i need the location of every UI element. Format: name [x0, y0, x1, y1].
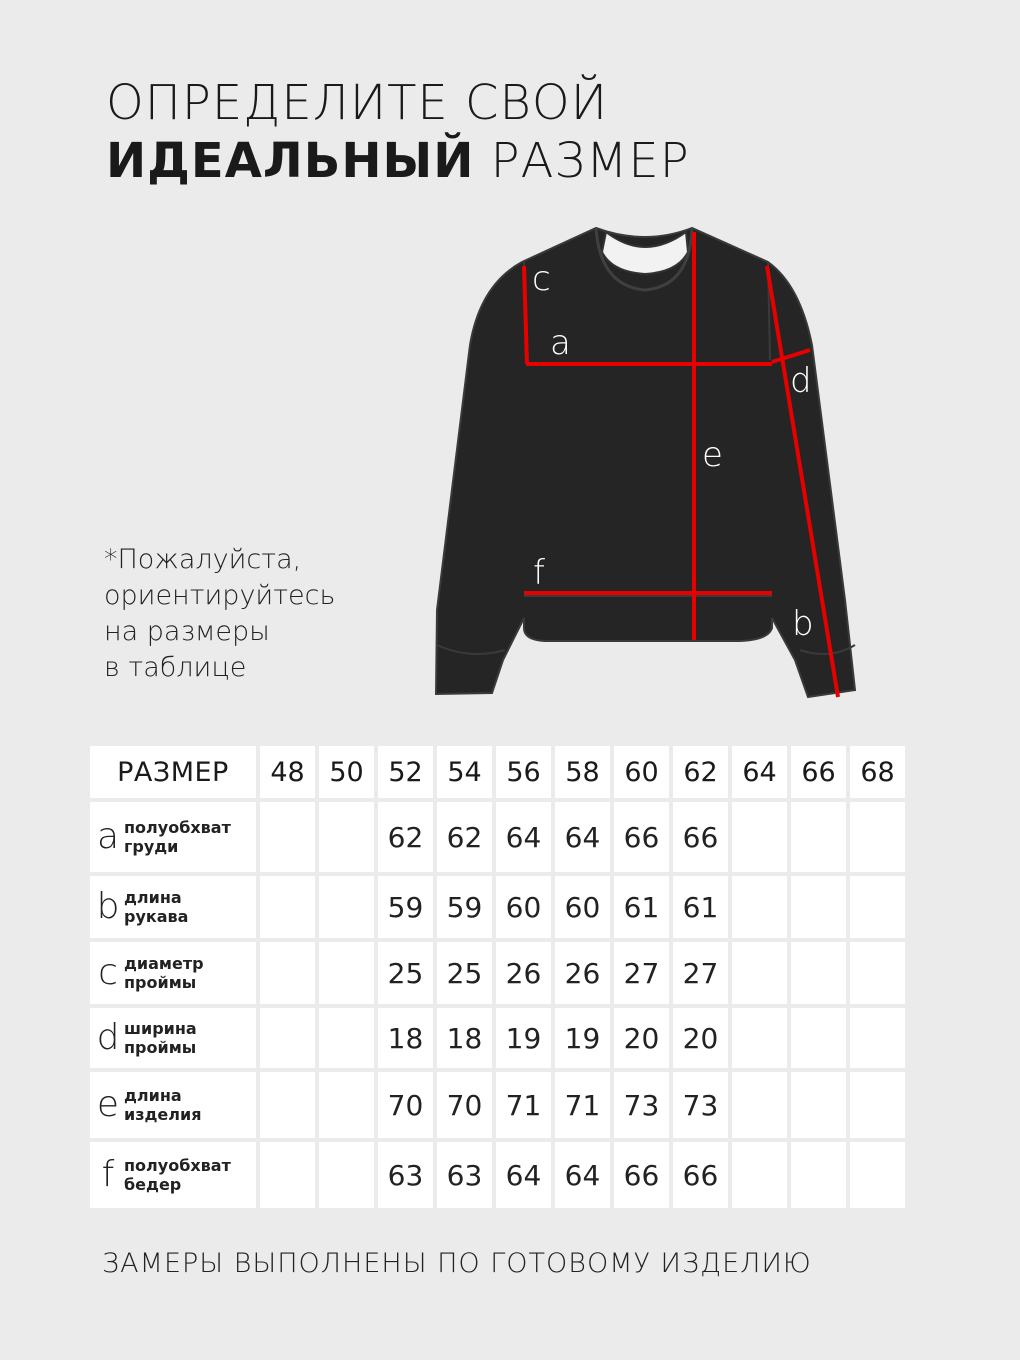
- size-header: 62: [673, 746, 728, 798]
- measure-description: [124, 818, 231, 856]
- size-note: [104, 542, 335, 686]
- page-title: [106, 74, 690, 190]
- table-cell: [732, 876, 787, 938]
- table-cell: 66: [614, 802, 669, 872]
- table-cell: 71: [555, 1072, 610, 1138]
- table-cell: 64: [496, 1142, 551, 1208]
- table-cell: 70: [378, 1072, 433, 1138]
- table-cell: [732, 1008, 787, 1068]
- table-header-row: [90, 746, 905, 798]
- table-cell: 62: [378, 802, 433, 872]
- measure-desc-line: длина: [124, 1086, 182, 1105]
- label-a: a: [550, 323, 571, 363]
- measure-label-cell: [90, 1008, 256, 1068]
- table-cell: [791, 1008, 846, 1068]
- table-cell: [319, 802, 374, 872]
- table-cell: 60: [496, 876, 551, 938]
- note-line: на размеры: [104, 616, 270, 647]
- table-cell: 27: [614, 942, 669, 1004]
- measure-desc-line: длина: [124, 888, 182, 907]
- title-line-2: [106, 132, 690, 190]
- measure-description: [124, 1019, 197, 1057]
- measure-description: [124, 954, 204, 992]
- table-cell: 70: [437, 1072, 492, 1138]
- table-cell: 20: [614, 1008, 669, 1068]
- title-rest-word: РАЗМЕР: [490, 133, 690, 189]
- measure-label: [94, 1019, 256, 1057]
- size-header: 64: [732, 746, 787, 798]
- title-line-1: ОПРЕДЕЛИТЕ СВОЙ: [106, 75, 608, 131]
- size-header: 66: [791, 746, 846, 798]
- table-cell: 64: [555, 802, 610, 872]
- table-cell: [319, 1142, 374, 1208]
- table-row: [90, 1142, 905, 1208]
- table-cell: 18: [437, 1008, 492, 1068]
- measure-desc-line: груди: [124, 837, 179, 856]
- measure-label-cell: [90, 876, 256, 938]
- table-cell: 27: [673, 942, 728, 1004]
- size-header: 68: [850, 746, 905, 798]
- label-f: f: [533, 553, 545, 593]
- table-cell: [850, 802, 905, 872]
- table-cell: [732, 942, 787, 1004]
- table-cell: 59: [437, 876, 492, 938]
- table-cell: 66: [673, 802, 728, 872]
- title-bold-word: ИДЕАЛЬНЫЙ: [106, 133, 475, 189]
- table-cell: 19: [555, 1008, 610, 1068]
- measure-desc-line: полуобхват: [124, 818, 231, 837]
- measure-desc-line: ширина: [124, 1019, 197, 1038]
- size-header: 60: [614, 746, 669, 798]
- measure-desc-line: изделия: [124, 1105, 202, 1124]
- table-cell: 73: [614, 1072, 669, 1138]
- label-d: d: [790, 361, 812, 401]
- table-cell: 59: [378, 876, 433, 938]
- label-c: c: [532, 259, 551, 299]
- table-cell: 19: [496, 1008, 551, 1068]
- measure-letter: a: [96, 816, 120, 857]
- sweater-diagram: [420, 220, 870, 710]
- size-table: [86, 742, 909, 1212]
- table-cell: [732, 1142, 787, 1208]
- table-cell: [791, 876, 846, 938]
- measure-label: [94, 818, 256, 856]
- table-cell: [260, 942, 315, 1004]
- table-body: [90, 802, 905, 1208]
- label-e: e: [702, 435, 723, 475]
- table-cell: 26: [496, 942, 551, 1004]
- table-cell: [319, 876, 374, 938]
- table-row: [90, 942, 905, 1004]
- measure-label-cell: [90, 1072, 256, 1138]
- measure-desc-line: проймы: [124, 973, 197, 992]
- table-row: [90, 1008, 905, 1068]
- table-cell: 71: [496, 1072, 551, 1138]
- measure-letter: c: [98, 952, 118, 993]
- table-cell: [260, 1072, 315, 1138]
- table-cell: 64: [496, 802, 551, 872]
- table-cell: [850, 1008, 905, 1068]
- table-cell: 26: [555, 942, 610, 1004]
- table-cell: [732, 1072, 787, 1138]
- table-cell: 66: [614, 1142, 669, 1208]
- measure-desc-line: проймы: [124, 1038, 197, 1057]
- table-cell: 63: [378, 1142, 433, 1208]
- table-cell: 66: [673, 1142, 728, 1208]
- measure-label-cell: [90, 802, 256, 872]
- size-header: 48: [260, 746, 315, 798]
- table-cell: 63: [437, 1142, 492, 1208]
- size-header: 54: [437, 746, 492, 798]
- note-line: *Пожалуйста,: [104, 544, 302, 575]
- size-header: 52: [378, 746, 433, 798]
- measure-description: [124, 888, 188, 926]
- measure-letter: e: [96, 1084, 120, 1125]
- table-cell: [850, 1072, 905, 1138]
- table-row: [90, 1072, 905, 1138]
- table-cell: [791, 1142, 846, 1208]
- table-cell: [260, 802, 315, 872]
- size-header: 56: [496, 746, 551, 798]
- size-column-header: РАЗМЕР: [90, 746, 256, 798]
- table-cell: [260, 876, 315, 938]
- table-cell: [791, 802, 846, 872]
- table-cell: [791, 1072, 846, 1138]
- measure-desc-line: диаметр: [124, 954, 204, 973]
- table-cell: [850, 876, 905, 938]
- size-header: 50: [319, 746, 374, 798]
- table-cell: [732, 802, 787, 872]
- measure-label-cell: [90, 942, 256, 1004]
- measure-label: [94, 888, 256, 926]
- footer-note: ЗАМЕРЫ ВЫПОЛНЕНЫ ПО ГОТОВОМУ ИЗДЕЛИЮ: [102, 1248, 812, 1279]
- table-row: [90, 802, 905, 872]
- table-cell: [319, 1008, 374, 1068]
- measure-label: [94, 1086, 256, 1124]
- table-cell: 18: [378, 1008, 433, 1068]
- table-cell: 25: [378, 942, 433, 1004]
- size-header: 58: [555, 746, 610, 798]
- table-cell: [260, 1008, 315, 1068]
- measure-desc-line: бедер: [124, 1175, 182, 1194]
- label-b: b: [792, 604, 814, 644]
- table-cell: 61: [614, 876, 669, 938]
- note-line: ориентируйтесь: [104, 580, 336, 611]
- table-cell: 60: [555, 876, 610, 938]
- measure-letter: d: [96, 1017, 120, 1058]
- table-cell: 73: [673, 1072, 728, 1138]
- table-cell: 62: [437, 802, 492, 872]
- table-cell: 20: [673, 1008, 728, 1068]
- table-row: [90, 876, 905, 938]
- measure-letter: f: [101, 1154, 115, 1195]
- measure-desc-line: рукава: [124, 907, 189, 926]
- table-cell: [791, 942, 846, 1004]
- table-cell: 61: [673, 876, 728, 938]
- table-cell: [850, 942, 905, 1004]
- table-cell: [260, 1142, 315, 1208]
- measure-desc-line: полуобхват: [124, 1156, 231, 1175]
- table-cell: [850, 1142, 905, 1208]
- measure-label-cell: [90, 1142, 256, 1208]
- table-cell: [319, 942, 374, 1004]
- measure-label: [94, 1156, 256, 1194]
- measure-description: [124, 1086, 201, 1124]
- table-cell: 64: [555, 1142, 610, 1208]
- note-line: в таблице: [104, 652, 247, 683]
- measure-letter: b: [96, 886, 120, 927]
- table-cell: 25: [437, 942, 492, 1004]
- measure-description: [124, 1156, 231, 1194]
- measure-label: [94, 954, 256, 992]
- table-cell: [319, 1072, 374, 1138]
